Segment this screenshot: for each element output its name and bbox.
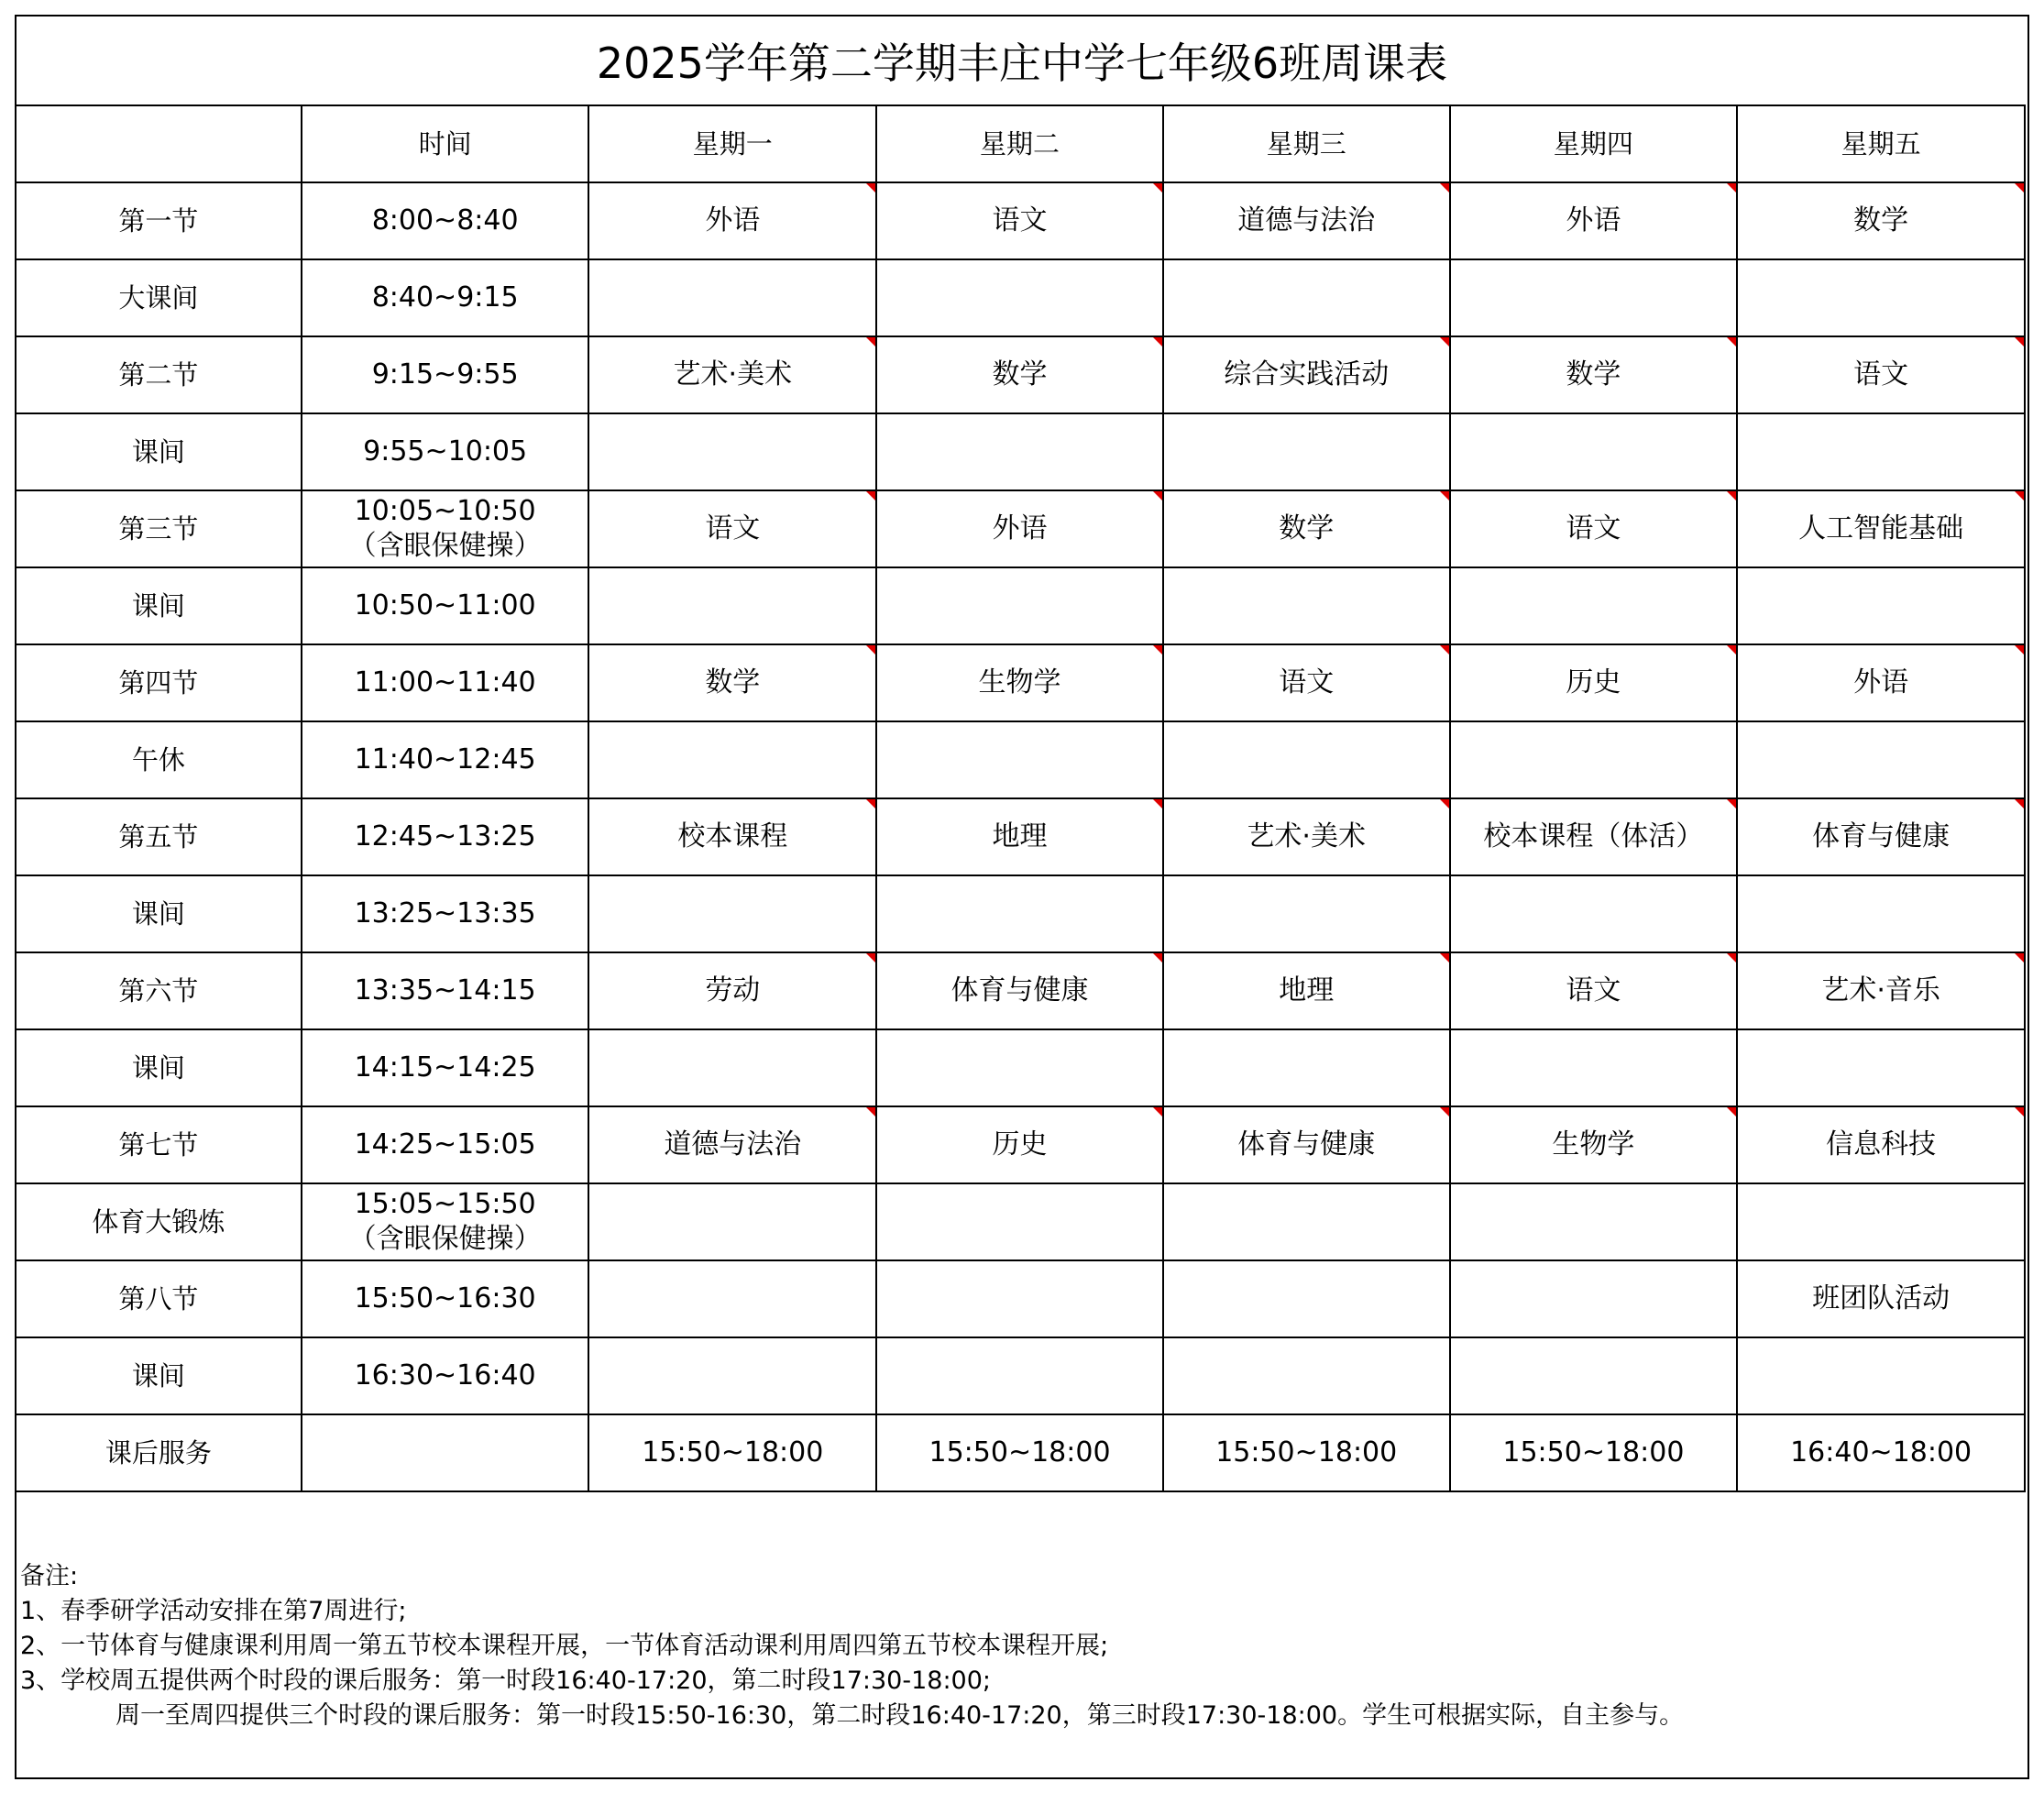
table-row [16,952,2025,1029]
cell-wednesday: 综合实践活动 [1163,336,1450,413]
time-line: 12:45~13:25 [354,820,536,852]
notes [20,1559,2018,1733]
cell-wednesday: 艺术·美术 [1163,798,1450,875]
time-line: 14:15~14:25 [354,1051,536,1084]
period-time [302,182,589,259]
cell-tuesday [876,1337,1163,1414]
note-line: 1、春季研学活动安排在第7周进行; [20,1597,407,1625]
cell-friday [1737,413,2025,490]
cell-friday: 人工智能基础 [1737,490,2025,567]
cell-thursday: 15:50~18:00 [1450,1414,1738,1491]
cell-tuesday: 15:50~18:00 [876,1414,1163,1491]
cell-thursday [1450,721,1738,798]
cell-thursday [1450,1029,1738,1106]
time-line: 13:25~13:35 [354,897,536,930]
cell-monday: 道德与法治 [588,1106,876,1183]
period-time [302,567,589,644]
cell-tuesday [876,1029,1163,1106]
schedule-body [16,182,2025,1491]
cell-wednesday: 道德与法治 [1163,182,1450,259]
cell-tuesday [876,413,1163,490]
period-label: 第二节 [16,336,302,413]
cell-wednesday: 数学 [1163,490,1450,567]
header-wednesday: 星期三 [1163,105,1450,182]
table-row [16,875,2025,952]
cell-monday [588,721,876,798]
cell-wednesday [1163,567,1450,644]
period-label: 第六节 [16,952,302,1029]
cell-monday: 15:50~18:00 [588,1414,876,1491]
cell-friday: 信息科技 [1737,1106,2025,1183]
cell-tuesday: 生物学 [876,644,1163,721]
time-line: 8:40~9:15 [371,281,519,314]
cell-friday: 体育与健康 [1737,798,2025,875]
cell-thursday [1450,413,1738,490]
cell-wednesday: 体育与健康 [1163,1106,1450,1183]
cell-friday: 艺术·音乐 [1737,952,2025,1029]
table-row [16,1029,2025,1106]
page-title: 2025学年第二学期丰庄中学七年级6班周课表 [596,38,1448,88]
cell-tuesday [876,1183,1163,1260]
period-time [302,952,589,1029]
table-row [16,798,2025,875]
table-row [16,336,2025,413]
cell-friday: 外语 [1737,644,2025,721]
note-line: 周一至周四提供三个时段的课后服务：第一时段15:50-16:30，第二时段16:40-17:20，第三时段17:30-18:00。学生可根据实际，自主参与。 [115,1701,1685,1730]
period-time [302,1414,589,1491]
cell-monday [588,259,876,336]
cell-tuesday: 外语 [876,490,1163,567]
period-label: 第七节 [16,1106,302,1183]
header-row [16,105,2025,182]
cell-monday: 校本课程 [588,798,876,875]
period-label: 第五节 [16,798,302,875]
period-label: 课间 [16,875,302,952]
cell-monday [588,1260,876,1337]
cell-monday: 语文 [588,490,876,567]
table-row [16,1260,2025,1337]
cell-tuesday: 体育与健康 [876,952,1163,1029]
cell-friday: 语文 [1737,336,2025,413]
cell-tuesday [876,567,1163,644]
period-label: 课间 [16,413,302,490]
cell-wednesday [1163,1337,1450,1414]
cell-thursday [1450,1260,1738,1337]
period-time [302,490,589,567]
cell-thursday: 外语 [1450,182,1738,259]
cell-wednesday [1163,875,1450,952]
header-time: 时间 [302,105,589,182]
cell-tuesday: 数学 [876,336,1163,413]
period-label: 课后服务 [16,1414,302,1491]
header-friday: 星期五 [1737,105,2025,182]
note-line: 2、一节体育与健康课利用周一第五节校本课程开展，一节体育活动课利用周四第五节校本课程开展; [20,1632,1109,1660]
cell-friday [1737,259,2025,336]
time-line: （含眼保健操） [348,1223,542,1255]
cell-tuesday: 历史 [876,1106,1163,1183]
cell-friday [1737,1337,2025,1414]
cell-monday: 外语 [588,182,876,259]
cell-thursday [1450,567,1738,644]
table-row [16,1414,2025,1491]
cell-tuesday: 地理 [876,798,1163,875]
schedule-table [15,104,2026,1492]
time-line: 9:55~10:05 [363,435,528,468]
header-thursday: 星期四 [1450,105,1738,182]
cell-monday [588,413,876,490]
table-row [16,259,2025,336]
cell-monday [588,567,876,644]
cell-thursday: 历史 [1450,644,1738,721]
period-label: 课间 [16,1029,302,1106]
cell-wednesday: 语文 [1163,644,1450,721]
table-row [16,644,2025,721]
table-row [16,490,2025,567]
period-time [302,721,589,798]
period-time [302,644,589,721]
cell-wednesday [1163,259,1450,336]
cell-thursday: 语文 [1450,952,1738,1029]
period-time [302,1183,589,1260]
period-time [302,259,589,336]
period-time [302,1260,589,1337]
period-time [302,336,589,413]
notes-heading: 备注: [20,1562,79,1590]
time-line: 10:05~10:50 [354,495,536,527]
cell-wednesday [1163,1029,1450,1106]
cell-friday [1737,567,2025,644]
cell-wednesday: 地理 [1163,952,1450,1029]
timetable-sheet [15,15,2029,1779]
period-label: 第四节 [16,644,302,721]
time-line: 16:30~16:40 [354,1359,536,1392]
table-row [16,1337,2025,1414]
cell-friday: 16:40~18:00 [1737,1414,2025,1491]
time-line: 11:40~12:45 [354,743,536,776]
cell-wednesday [1163,413,1450,490]
header-corner [16,105,302,182]
cell-thursday [1450,259,1738,336]
table-row [16,567,2025,644]
cell-friday [1737,875,2025,952]
time-line: 10:50~11:00 [354,589,536,622]
cell-friday [1737,721,2025,798]
period-time [302,413,589,490]
period-time [302,1106,589,1183]
period-time [302,1337,589,1414]
period-label: 第八节 [16,1260,302,1337]
cell-friday: 班团队活动 [1737,1260,2025,1337]
cell-friday [1737,1029,2025,1106]
cell-monday: 艺术·美术 [588,336,876,413]
cell-wednesday [1163,1183,1450,1260]
period-label: 课间 [16,1337,302,1414]
cell-monday: 数学 [588,644,876,721]
time-line: 15:05~15:50 [354,1188,536,1220]
cell-wednesday [1163,721,1450,798]
table-row [16,413,2025,490]
table-row [16,182,2025,259]
time-line: 13:35~14:15 [354,974,536,1006]
cell-thursday [1450,1337,1738,1414]
cell-wednesday [1163,1260,1450,1337]
time-line: 11:00~11:40 [354,666,536,698]
period-time [302,875,589,952]
period-label: 大课间 [16,259,302,336]
time-line: 9:15~9:55 [371,358,519,390]
period-label: 第一节 [16,182,302,259]
table-row [16,1183,2025,1260]
cell-monday [588,875,876,952]
cell-thursday: 语文 [1450,490,1738,567]
cell-tuesday [876,259,1163,336]
table-row [16,721,2025,798]
cell-friday: 数学 [1737,182,2025,259]
header-monday: 星期一 [588,105,876,182]
cell-thursday [1450,1183,1738,1260]
table-row [16,1106,2025,1183]
note-line: 3、学校周五提供两个时段的课后服务：第一时段16:40-17:20，第二时段17:30-18:00; [20,1666,991,1695]
cell-monday [588,1029,876,1106]
time-line: 8:00~8:40 [371,204,519,236]
cell-thursday: 数学 [1450,336,1738,413]
cell-monday [588,1183,876,1260]
header-tuesday: 星期二 [876,105,1163,182]
cell-thursday: 校本课程（体活） [1450,798,1738,875]
period-label: 第三节 [16,490,302,567]
cell-thursday: 生物学 [1450,1106,1738,1183]
period-label: 课间 [16,567,302,644]
time-line: （含眼保健操） [348,530,542,562]
period-label: 体育大锻炼 [16,1183,302,1260]
cell-tuesday [876,721,1163,798]
time-line: 14:25~15:05 [354,1128,536,1160]
cell-friday [1737,1183,2025,1260]
cell-thursday [1450,875,1738,952]
cell-tuesday: 语文 [876,182,1163,259]
period-label: 午休 [16,721,302,798]
cell-tuesday [876,1260,1163,1337]
cell-tuesday [876,875,1163,952]
time-line: 15:50~16:30 [354,1282,536,1314]
cell-monday: 劳动 [588,952,876,1029]
period-time [302,1029,589,1106]
cell-wednesday: 15:50~18:00 [1163,1414,1450,1491]
cell-monday [588,1337,876,1414]
period-time [302,798,589,875]
